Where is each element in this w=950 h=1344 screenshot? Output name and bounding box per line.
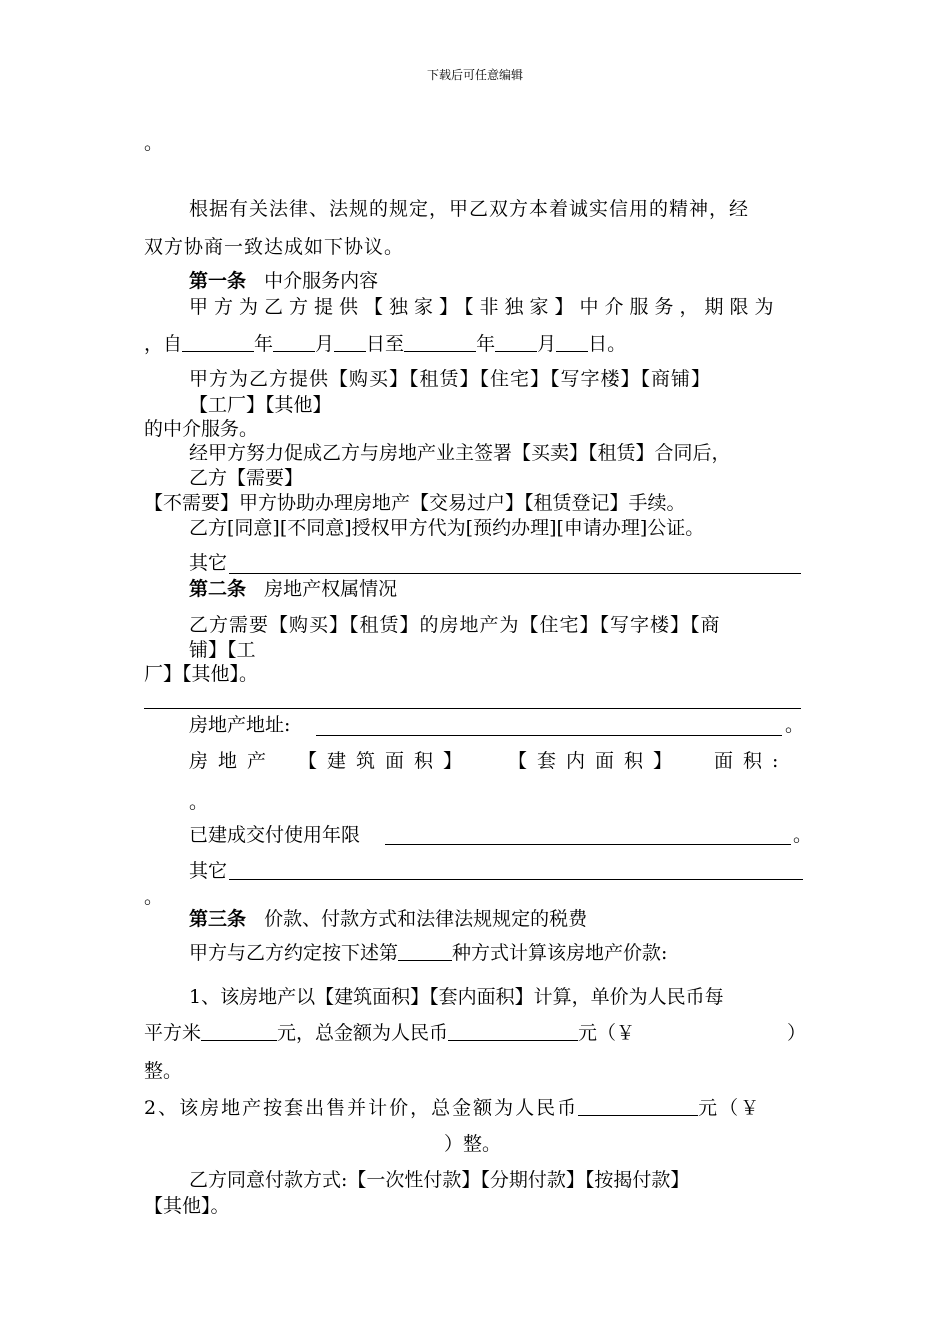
year-label: 年 [254, 333, 274, 355]
years-period: 。 [793, 824, 813, 846]
yuan-close: ） [787, 1022, 807, 1044]
article-1-title: 中介服务内容 [264, 270, 379, 292]
method-blank[interactable] [398, 940, 452, 961]
method-2-line-1 [144, 1095, 761, 1121]
area-period: 。 [189, 791, 209, 813]
page-header: 下载后可任意编辑 [426, 68, 523, 82]
total-amount-blank[interactable] [448, 1020, 578, 1041]
month-label: 月 [537, 333, 557, 355]
unit-price-label: 平方米 [144, 1022, 202, 1044]
article-3-line-1 [189, 940, 667, 966]
address-blank[interactable] [316, 735, 782, 736]
years-label: 已建成交付使用年限 [189, 824, 361, 846]
years-blank[interactable] [385, 844, 791, 845]
intro-line-1: 根据有关法律、法规的规定，甲乙双方本着诚实信用的精神，经 [189, 198, 750, 220]
article-2-number: 第二条 [189, 578, 247, 600]
article-2-line-3: 厂】【其他】。 [144, 663, 259, 685]
area-label-4: 面积: [714, 750, 789, 772]
article-1-line-5: 的中介服务。 [144, 418, 259, 440]
area-label-1: 房地产 [189, 750, 277, 772]
article-1-line-6: 经甲方努力促成乙方与房地产业主签署【买卖】【租赁】合同后， [189, 442, 731, 464]
article-2-line-2: 铺】【工 [189, 639, 256, 661]
article-2-heading [189, 576, 397, 602]
yuan-open: 元（￥ [578, 1022, 636, 1044]
method-2-line-2: ）整。 [444, 1133, 502, 1155]
payment-line-1: 乙方同意付款方式:【一次性付款】【分期付款】【按揭付款】 [189, 1169, 690, 1191]
unit-price-blank[interactable] [201, 1020, 277, 1041]
property-type-blank[interactable] [144, 708, 801, 709]
article-1-other-label: 其它 [189, 552, 228, 574]
month-label: 月 [315, 333, 335, 355]
term-from: ，自 [144, 333, 183, 355]
article-1-heading [189, 268, 378, 294]
article-3-heading [189, 906, 587, 932]
method-1-line-2 [144, 1020, 635, 1046]
start-month-blank[interactable] [273, 331, 315, 352]
address-label: 房地产地址: [189, 714, 291, 736]
article-1-line-8: 【不需要】甲方协助办理房地产【交易过户】【租赁登记】手续。 [144, 492, 686, 514]
start-day-blank[interactable] [334, 331, 366, 352]
start-year-blank[interactable] [182, 331, 254, 352]
total-label: 元，总金额为人民币 [277, 1022, 449, 1044]
method-label: 甲方与乙方约定按下述第 [189, 942, 399, 964]
area-label-2: 【建筑面积】 [298, 750, 473, 772]
method-2-amount-blank[interactable] [578, 1095, 698, 1116]
article-1-number: 第一条 [189, 270, 247, 292]
method-suffix: 种方式计算该房地产价款: [452, 942, 668, 964]
article-3-title: 价款、付款方式和法律法规规定的税费 [264, 908, 588, 930]
address-period: 。 [785, 714, 805, 736]
method-2-yuan: 元（￥ [698, 1097, 762, 1119]
article-2-other-label: 其它 [189, 860, 228, 882]
day-end-label: 日。 [588, 333, 627, 355]
article-2-other-blank[interactable] [229, 879, 803, 880]
article-1-term-line [144, 331, 626, 357]
payment-line-2: 【其他】。 [144, 1195, 230, 1217]
article-1-other-blank[interactable] [229, 573, 801, 574]
method-1-line-3: 整。 [144, 1060, 183, 1082]
stray-period: 。 [144, 132, 164, 154]
intro-line-2: 双方协商一致达成如下协议。 [144, 236, 405, 258]
end-year-blank[interactable] [404, 331, 476, 352]
other-period: 。 [144, 886, 164, 908]
article-2-title: 房地产权属情况 [264, 578, 398, 600]
area-label-3: 【套内面积】 [508, 750, 683, 772]
method-2-text: 2、该房地产按套出售并计价，总金额为人民币 [144, 1097, 579, 1119]
article-1-line-9: 乙方[同意][不同意]授权甲方代为[预约办理][申请办理]公证。 [189, 517, 705, 539]
method-1-line-1: 1、该房地产以【建筑面积】【套内面积】计算，单价为人民币每 [189, 986, 724, 1008]
end-month-blank[interactable] [495, 331, 537, 352]
article-3-number: 第三条 [189, 908, 247, 930]
article-1-line-1: 甲方为乙方提供【独家】【非独家】中介服务，期限为 [189, 296, 780, 318]
day-to-label: 日至 [366, 333, 405, 355]
year-label: 年 [476, 333, 496, 355]
article-1-line-7: 乙方【需要】 [189, 467, 304, 489]
article-2-line-1: 乙方需要【购买】【租赁】的房地产为【住宅】【写字楼】【商 [189, 614, 721, 636]
article-1-line-4: 【工厂】【其他】 [189, 394, 332, 416]
article-1-line-3: 甲方为乙方提供【购买】【租赁】【住宅】【写字楼】【商铺】 [189, 368, 712, 390]
end-day-blank[interactable] [556, 331, 588, 352]
